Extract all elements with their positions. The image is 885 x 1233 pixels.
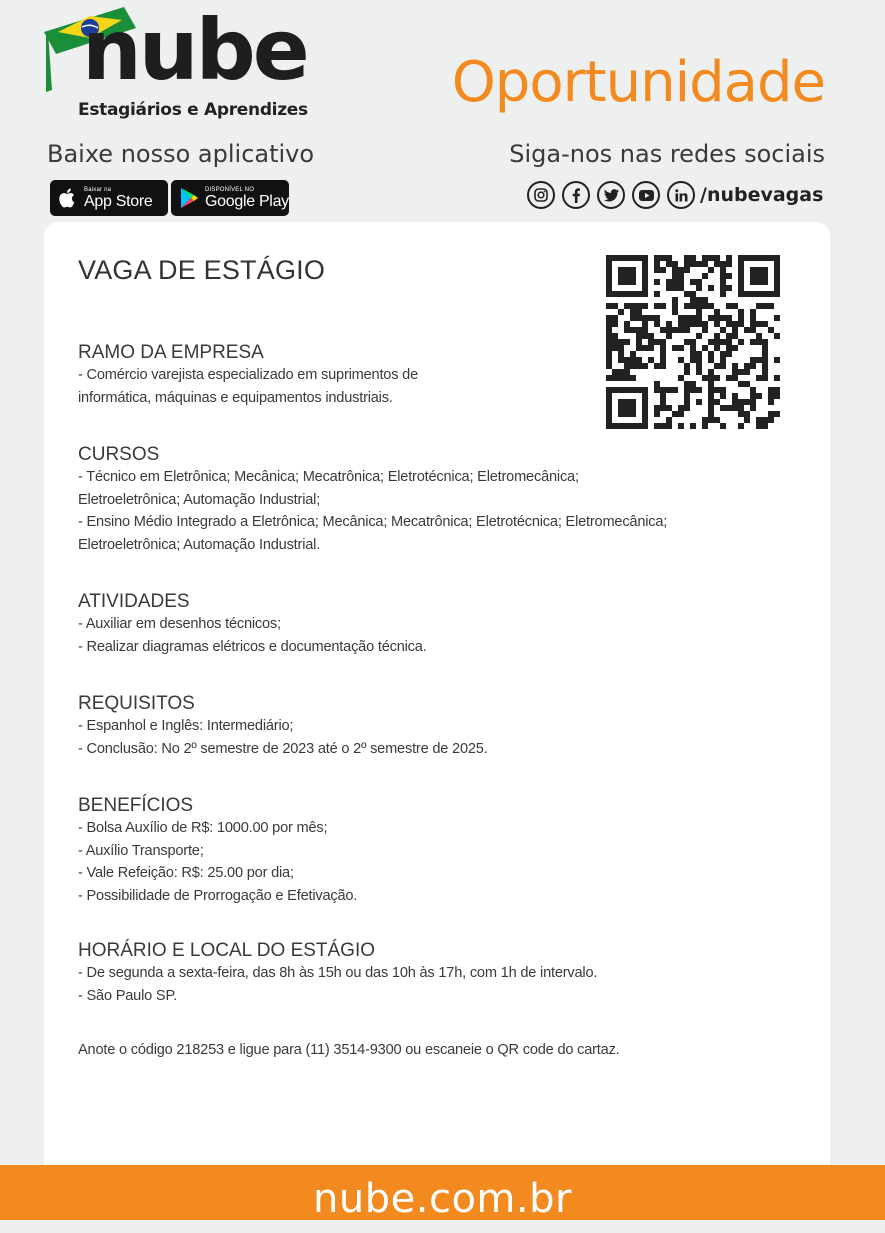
logo-subtitle: Estagiários e Aprendizes (78, 100, 308, 120)
qr-code[interactable] (606, 255, 780, 429)
section-line: - Técnico em Eletrônica; Mecânica; Mecatrônica; Eletrotécnica; Eletromecânica; (78, 469, 579, 485)
section-line: - São Paulo SP. (78, 987, 177, 1004)
section-line: - Bolsa Auxílio de R$: 1000.00 por mês; (78, 820, 328, 836)
section-line: - Conclusão: No 2º semestre de 2023 até o 2º semestre de 2025. (78, 740, 488, 757)
section-line: - De segunda a sexta-feira, das 8h às 15h ou das 10h às 17h, com 1h de intervalo. (78, 965, 598, 981)
section-line: - Possibilidade de Prorrogação e Efetivação. (78, 887, 358, 904)
section-line: - Auxílio Transporte; (78, 842, 204, 859)
section-line: - Espanhol e Inglês: Intermediário; (78, 718, 294, 734)
section-atividades (78, 591, 427, 658)
section-ramo (78, 342, 418, 409)
youtube-icon[interactable] (632, 181, 660, 209)
section-beneficios (78, 795, 357, 907)
oportunidade-title: Oportunidade (451, 50, 825, 115)
section-heading: RAMO DA EMPRESA (78, 342, 264, 363)
footer-website-link[interactable]: nube.com.br (313, 1176, 572, 1222)
section-heading: BENEFÍCIOS (78, 795, 194, 816)
app-store-button[interactable] (50, 180, 168, 216)
nube-logo (44, 2, 334, 127)
section-heading: ATIVIDADES (78, 591, 190, 612)
contact-note: Anote o código 218253 e ligue para (11) 3514-9300 ou escaneie o QR code do cartaz. (78, 1042, 620, 1058)
social-handle: /nubevagas (700, 184, 824, 206)
job-title: VAGA DE ESTÁGIO (78, 255, 326, 285)
section-line: informática, máquinas e equipamentos industriais. (78, 389, 393, 406)
section-line: - Auxiliar em desenhos técnicos; (78, 616, 281, 632)
section-line: - Ensino Médio Integrado a Eletrônica; Mecânica; Mecatrônica; Eletrotécnica; Eletromecânica; (78, 514, 668, 530)
facebook-icon[interactable] (562, 181, 590, 209)
google-play-small-text: DISPONÍVEL NO (205, 186, 255, 193)
social-label: Siga-nos nas redes sociais (509, 140, 825, 168)
section-heading: REQUISITOS (78, 693, 195, 714)
section-line: - Realizar diagramas elétricos e documentação técnica. (78, 638, 427, 655)
social-links (527, 181, 823, 209)
google-play-button[interactable] (171, 180, 289, 216)
linkedin-icon[interactable] (667, 181, 695, 209)
app-store-small-text: Baixar na (84, 186, 112, 193)
section-line: - Comércio varejista especializado em suprimentos de (78, 367, 418, 383)
section-cursos (78, 444, 667, 556)
section-horario (78, 940, 597, 1007)
google-play-big-text: Google Play (205, 192, 289, 210)
download-app-label: Baixe nosso aplicativo (47, 140, 315, 168)
section-heading: CURSOS (78, 444, 160, 465)
section-line: - Vale Refeição: R$: 25.00 por dia; (78, 865, 294, 881)
apple-icon (58, 187, 78, 209)
logo-wordmark: nube (82, 1, 307, 99)
section-requisitos (78, 693, 488, 760)
section-heading: HORÁRIO E LOCAL DO ESTÁGIO (78, 940, 376, 961)
instagram-icon[interactable] (527, 181, 555, 209)
job-card (44, 222, 830, 1182)
section-line: Eletroeletrônica; Automação Industrial. (78, 536, 321, 553)
google-play-icon (179, 187, 199, 209)
twitter-icon[interactable] (597, 181, 625, 209)
section-line: Eletroeletrônica; Automação Industrial; (78, 491, 321, 508)
footer-bar (0, 1165, 885, 1220)
app-store-big-text: App Store (84, 192, 153, 210)
